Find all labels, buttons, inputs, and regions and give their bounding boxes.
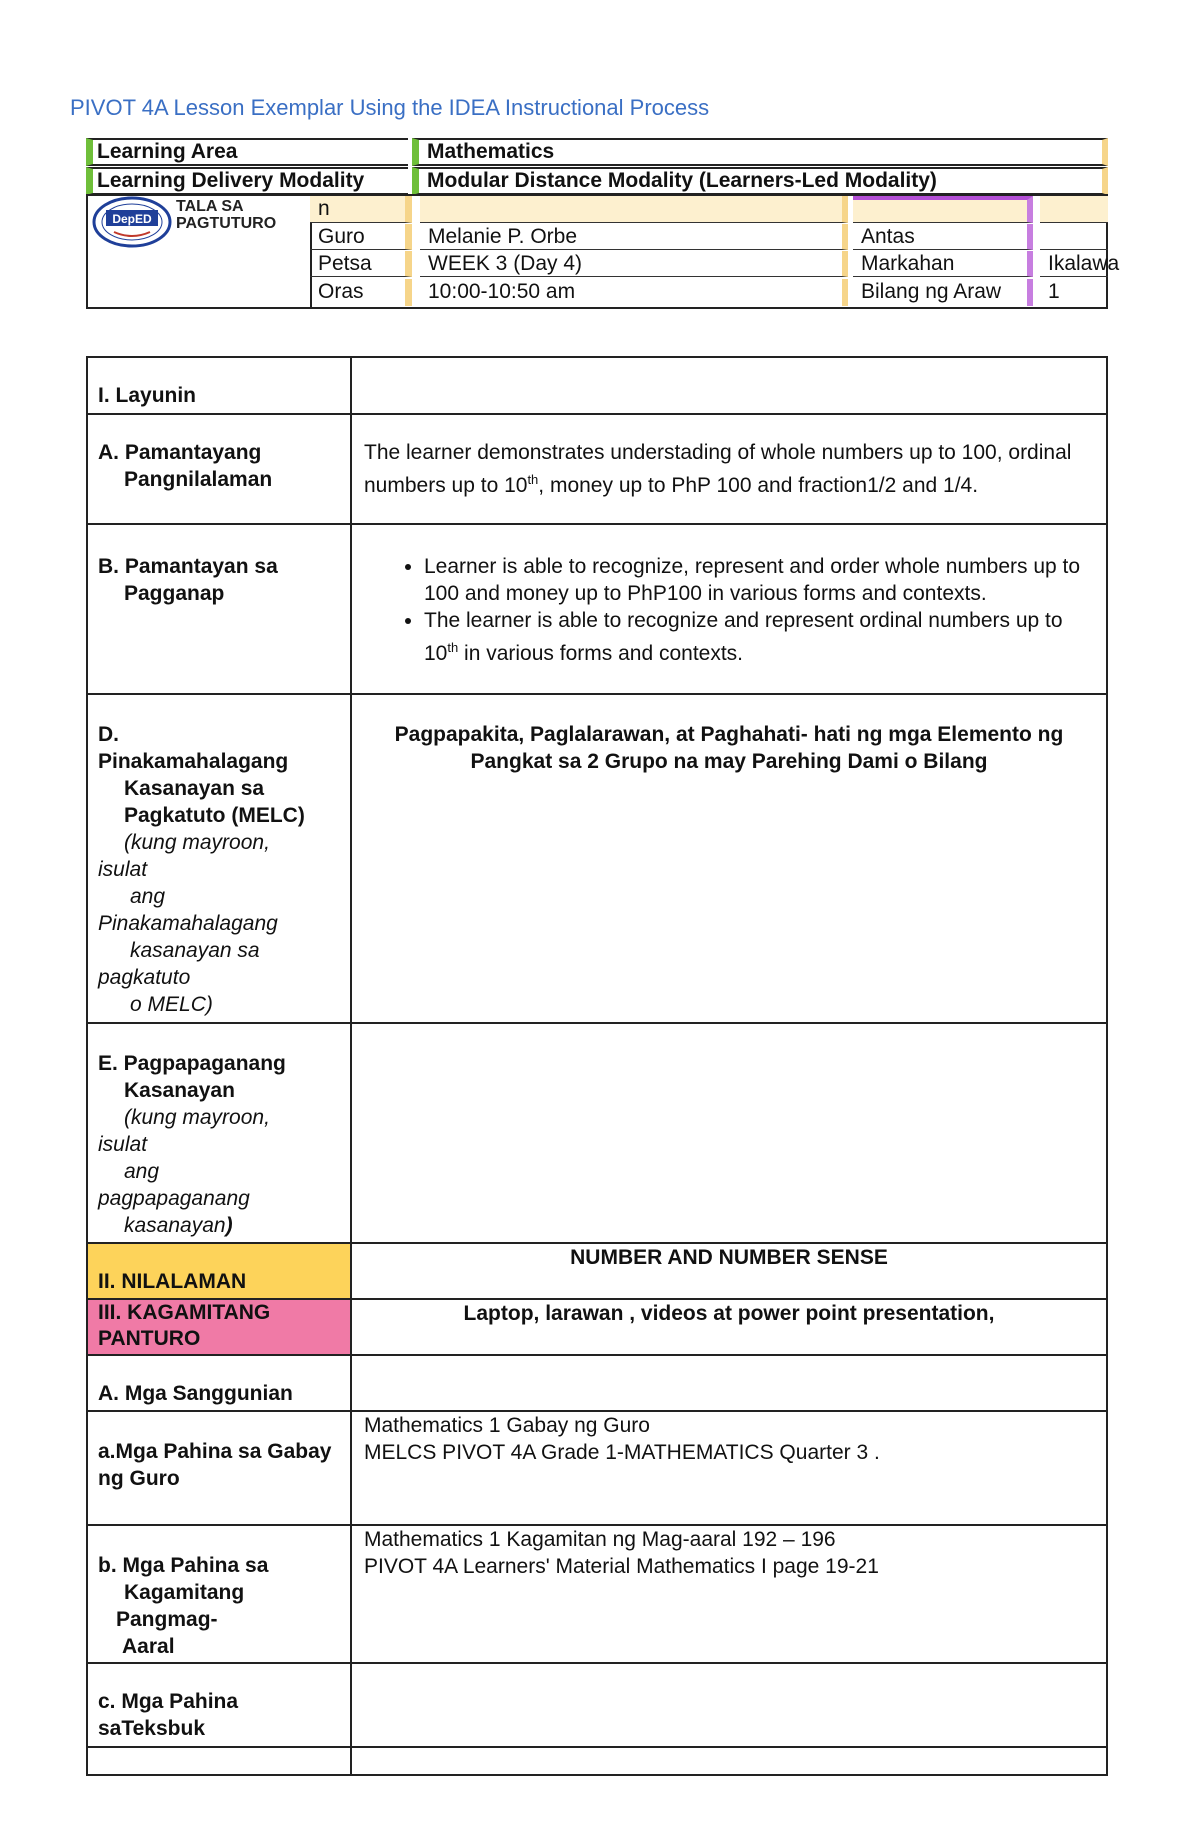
modality-value: Modular Distance Modality (Learners-Led Modality) bbox=[412, 167, 1108, 195]
table-row bbox=[88, 1748, 1106, 1774]
kagamitang-value: Laptop, larawan , videos at power point presentation, bbox=[463, 1302, 995, 1325]
bilang-value: 1 bbox=[1048, 280, 1060, 303]
d-label: D. bbox=[98, 723, 119, 746]
teacher-info-grid bbox=[86, 194, 1120, 309]
nilalaman-value: NUMBER AND NUMBER SENSE bbox=[570, 1246, 888, 1269]
oras-value: 10:00-10:50 am bbox=[420, 279, 848, 306]
teksbuk-label: c. Mga Pahina bbox=[98, 1690, 239, 1713]
table-row bbox=[88, 358, 1106, 415]
learning-area-label: Learning Area bbox=[86, 138, 408, 166]
grid-r0-c2 bbox=[420, 196, 848, 223]
e-label: E. Pagpapaganang bbox=[98, 1052, 286, 1075]
table-row bbox=[88, 1244, 1106, 1300]
table-row bbox=[88, 1412, 1106, 1526]
kagamitang-line-2: PIVOT 4A Learners' Material Mathematics I page 19-21 bbox=[364, 1555, 879, 1578]
table-row: c. Mga Pahina saTeksbuk bbox=[88, 1664, 1106, 1748]
logo-cell bbox=[88, 196, 312, 307]
list-item: • Learner is able to recognize, represent and order whole numbers up to 100 and money up to PhP100 in various forms and contexts. bbox=[424, 553, 1094, 607]
learning-area-value: Mathematics bbox=[412, 138, 1108, 166]
table-row: A. Pamantayang Pangnilalaman The learner demonstrates understading of whole numbers up to 100, ordinal numbers up to 10th, money up to PhP 100 and fraction1/2 and 1/4. bbox=[88, 415, 1106, 525]
oras-label: Oras bbox=[310, 279, 412, 306]
bilang-label: Bilang ng Araw bbox=[853, 279, 1033, 306]
markahan-label: Markahan bbox=[853, 251, 1033, 277]
nilalaman-label: II. NILALAMAN bbox=[88, 1244, 352, 1298]
learning-area-row bbox=[86, 138, 1108, 166]
a-value: The learner demonstrates understading of whole numbers up to 100, ordinal numbers up to 10th, money up to PhP 100 and fraction1/2 and 1/4. bbox=[364, 441, 1072, 497]
petsa-value: WEEK 3 (Day 4) bbox=[420, 251, 848, 277]
deped-logo-icon bbox=[92, 196, 172, 248]
grid-r0-c1: n bbox=[310, 196, 412, 223]
grid-r0-c3 bbox=[853, 196, 1033, 223]
table-row: D. Pinakamahalagang Kasanayan sa Pagkatuto (MELC) (kung mayroon, isulat ang Pinakamahalagang kasanayan sa pagkatuto o MELC) Pagpapakita, Paglalarawan, at Paghahati- hati ng mga Elemento ng Pangkat sa 2 Grupo na may Parehing Dami o Bilang bbox=[88, 695, 1106, 1024]
guro-value: Melanie P. Orbe bbox=[420, 224, 848, 250]
d-value: Pagpapakita, Paglalarawan, at Paghahati- hati ng mga Elemento ng Pangkat sa 2 Grupo na may Parehing Dami o Bilang bbox=[394, 723, 1064, 773]
kagamitang-label: III. KAGAMITANG PANTURO bbox=[88, 1300, 352, 1354]
svg-text:DepED: DepED bbox=[112, 212, 152, 226]
a-label: A. Pamantayang bbox=[98, 441, 262, 464]
kagamitang-line-1: Mathematics 1 Kagamitan ng Mag-aaral 192 – 196 bbox=[364, 1528, 836, 1551]
guro-label: Guro bbox=[310, 224, 412, 250]
markahan-value: Ikalawa bbox=[1040, 251, 1108, 277]
b-bullet-list bbox=[364, 553, 1094, 667]
layunin-label: I. Layunin bbox=[88, 358, 352, 413]
logo-caption: TALA SA PAGTUTURO bbox=[176, 198, 277, 232]
list-item: • The learner is able to recognize and represent ordinal numbers up to 10th in various forms and contexts. bbox=[424, 607, 1094, 667]
modality-label: Learning Delivery Modality bbox=[86, 167, 408, 195]
antas-value bbox=[1040, 224, 1108, 250]
sanggunian-label: A. Mga Sanggunian bbox=[88, 1356, 352, 1410]
gabay-line-1: Mathematics 1 Gabay ng Guro bbox=[364, 1414, 650, 1437]
kagamitang-pangmag-aaral-label: b. Mga Pahina sa bbox=[98, 1554, 269, 1577]
lesson-table bbox=[86, 356, 1108, 1776]
table-row: E. Pagpapaganang Kasanayan (kung mayroon, isulat ang pagpapaganang kasanayan) bbox=[88, 1024, 1106, 1244]
table-row: b. Mga Pahina sa Kagamitang Pangmag- Aaral Mathematics 1 Kagamitan ng Mag-aaral 192 – 196 PIVOT 4A Learners' Material Mathematics I page 19-21 bbox=[88, 1526, 1106, 1664]
gabay-label: a.Mga Pahina sa Gabay ng Guro bbox=[88, 1412, 352, 1524]
modality-row bbox=[86, 167, 1108, 195]
table-row bbox=[88, 1300, 1106, 1356]
table-row: B. Pamantayan sa Pagganap • Learner is able to recognize, represent and order whole numbers up to 100 and money up to PhP100 in various forms and contexts. • The learner is able to recognize and represent ordinal numbers up to 10th in various forms and contexts. bbox=[88, 525, 1106, 695]
b-label: B. Pamantayan sa bbox=[98, 555, 278, 578]
gabay-line-2: MELCS PIVOT 4A Grade 1-MATHEMATICS Quarter 3 . bbox=[364, 1441, 880, 1464]
antas-label: Antas bbox=[853, 224, 1033, 250]
page-title: PIVOT 4A Lesson Exemplar Using the IDEA Instructional Process bbox=[70, 95, 710, 120]
table-row bbox=[88, 1356, 1106, 1412]
grid-r0-c4 bbox=[1040, 196, 1108, 223]
petsa-label: Petsa bbox=[310, 251, 412, 277]
